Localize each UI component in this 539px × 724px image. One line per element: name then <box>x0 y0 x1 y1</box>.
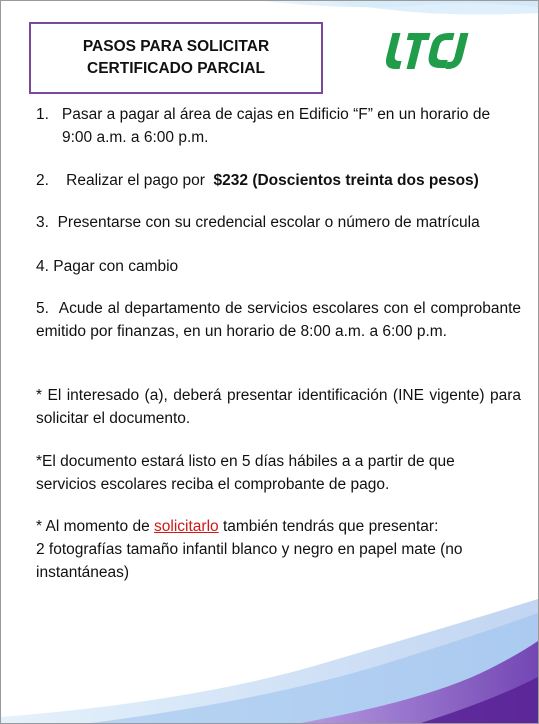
step-4-text: Pagar con cambio <box>53 258 179 275</box>
note-photos-suffix: también tendrás que presentar: <box>218 518 439 535</box>
step-1 <box>36 103 521 149</box>
note-identification: * El interesado (a), deberá presentar identificación (INE vigente) para solicitar el documento. <box>36 387 521 427</box>
step-4-number: 4. <box>36 258 49 275</box>
utcj-logo <box>380 27 476 80</box>
step-2-text: Realizar el pago por <box>66 172 205 189</box>
step-5 <box>36 297 521 343</box>
logo-mark <box>380 27 476 75</box>
title-line-2: CERTIFICADO PARCIAL <box>87 60 265 77</box>
note-photos <box>36 515 506 584</box>
step-5-text: Acude al departamento de servicios escolares con el comprobante emitido por finanzas, en un horario de 8:00 a.m. a 6:00 p.m. <box>36 300 521 340</box>
top-wave-2 <box>331 1 538 15</box>
step-2 <box>36 169 521 192</box>
step-2-number: 2. <box>36 172 49 189</box>
note-photos-prefix: * Al momento de <box>36 518 155 535</box>
title-line-1: PASOS PARA SOLICITAR <box>82 38 270 55</box>
step-3 <box>36 211 521 234</box>
step-1-line-1: Pasar a pagar al área de cajas en Edificio “F” en un horario de <box>61 106 491 123</box>
note-ready: *El documento estará listo en 5 días hábiles a a partir de que servicios escolares reciba el comprobante de pago. <box>36 453 455 493</box>
step-3-number: 3. <box>36 214 49 231</box>
step-3-text: Presentarse con su credencial escolar o número de matrícula <box>57 214 480 231</box>
step-1-line-2: 9:00 a.m. a 6:00 p.m. <box>62 129 209 146</box>
step-1-number: 1. <box>36 106 49 123</box>
title-box <box>29 22 323 94</box>
solicitarlo-link[interactable]: solicitarlo <box>154 518 219 535</box>
step-4 <box>36 255 521 278</box>
step-5-number: 5. <box>36 300 49 317</box>
payment-amount: $232 (Doscientos treinta dos pesos) <box>213 172 479 189</box>
note-photos-detail: 2 fotografías tamaño infantil blanco y negro en papel mate (no instantáneas) <box>36 541 463 581</box>
